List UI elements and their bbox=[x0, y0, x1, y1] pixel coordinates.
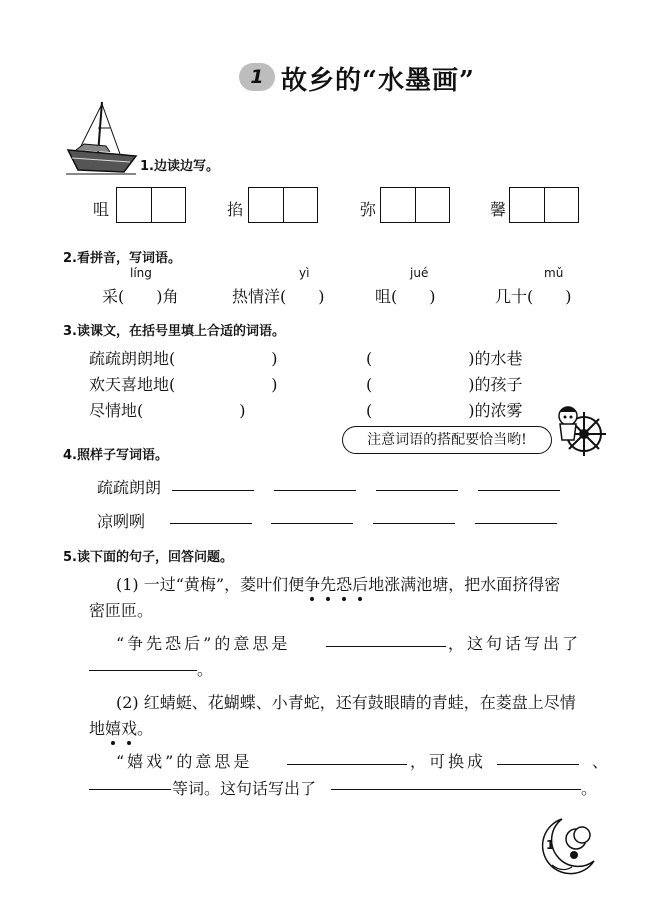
dotted-phrase bbox=[105, 719, 137, 738]
q3-left-item[interactable]: 尽情地( ) bbox=[89, 401, 246, 420]
q3-right-item[interactable]: ( )的水巷 bbox=[366, 349, 523, 368]
answer-line[interactable] bbox=[274, 490, 356, 491]
page-number: 1 bbox=[546, 838, 555, 852]
answer-line[interactable] bbox=[478, 490, 560, 491]
answer-line[interactable] bbox=[475, 523, 557, 524]
dotted-char: 嬉 bbox=[105, 716, 121, 739]
tip-bubble: 注意词语的搭配要恰当哟! bbox=[342, 426, 552, 454]
answer-line[interactable] bbox=[497, 764, 579, 765]
sentence-1-line-1 bbox=[116, 572, 560, 595]
q1-char: 弥 bbox=[360, 200, 377, 219]
answer-1-label-cont: ，这句话写出了 bbox=[448, 634, 582, 653]
q2-item[interactable]: 采( )角 bbox=[102, 287, 179, 306]
dotted-char: 后 bbox=[352, 572, 368, 595]
sentence-text: 。 bbox=[137, 719, 154, 738]
sentence-2-line-2 bbox=[89, 716, 153, 739]
answer-line[interactable] bbox=[89, 789, 171, 790]
q4-example: 疏疏朗朗 bbox=[97, 478, 162, 497]
sentence-1-line-2: 密匝匝。 bbox=[89, 601, 154, 620]
q1-char: 掐 bbox=[227, 200, 244, 219]
writing-box[interactable] bbox=[509, 187, 579, 223]
answer-line[interactable] bbox=[326, 646, 446, 647]
writing-box[interactable] bbox=[116, 187, 186, 223]
pinyin: jué bbox=[410, 266, 429, 280]
moon-mascot-illustration bbox=[532, 815, 598, 881]
pinyin: líng bbox=[130, 266, 152, 280]
dotted-char: 戏 bbox=[121, 716, 137, 739]
q4-heading: 4.照样子写词语。 bbox=[63, 448, 168, 463]
q5-heading: 5.读下面的句子，回答问题。 bbox=[63, 550, 233, 565]
pinyin: yì bbox=[299, 266, 310, 280]
answer-line[interactable] bbox=[89, 670, 197, 671]
q2-item[interactable]: 咀( ) bbox=[375, 287, 436, 306]
sentence-text: 地 bbox=[89, 719, 106, 738]
dotted-char: 恐 bbox=[336, 572, 352, 595]
lesson-number-badge: 1 bbox=[239, 63, 275, 91]
answer-2-label: “嬉戏”的意思是 bbox=[116, 752, 253, 771]
q2-item[interactable]: 几十( ) bbox=[495, 287, 572, 306]
writing-box[interactable] bbox=[380, 187, 450, 223]
dotted-char: 先 bbox=[320, 572, 336, 595]
sentence-text: 地涨满池塘，把水面挤得密 bbox=[368, 575, 561, 594]
answer-1-label: “争先恐后”的意思是 bbox=[116, 634, 291, 653]
answer-line[interactable] bbox=[373, 523, 455, 524]
period: 。 bbox=[197, 660, 214, 679]
writing-box[interactable] bbox=[248, 187, 318, 223]
pinyin: mǔ bbox=[544, 266, 564, 280]
boat-illustration bbox=[62, 98, 142, 178]
sentence-2-line-1: (2) 红蜻蜓、花蝴蝶、小青蛇，还有鼓眼睛的青蛙，在菱盘上尽情 bbox=[116, 693, 576, 712]
q2-heading: 2.看拼音，写词语。 bbox=[63, 251, 181, 266]
q1-char: 咀 bbox=[93, 200, 110, 219]
q4-example: 凉咧咧 bbox=[97, 512, 146, 531]
period: 。 bbox=[581, 779, 598, 798]
q1-heading: 1.边读边写。 bbox=[140, 159, 219, 174]
q1-char: 馨 bbox=[490, 200, 507, 219]
answer-line[interactable] bbox=[376, 490, 458, 491]
dotted-phrase bbox=[304, 575, 368, 594]
q3-left-item[interactable]: 疏疏朗朗地( ) bbox=[89, 349, 278, 368]
answer-2-label-line2: 等词。这句话写出了 bbox=[172, 779, 317, 798]
answer-line[interactable] bbox=[287, 764, 407, 765]
answer-line[interactable] bbox=[271, 523, 353, 524]
q2-item[interactable]: 热情洋( ) bbox=[232, 287, 325, 306]
answer-2-label-cont: ，可换成 bbox=[410, 752, 487, 771]
q3-right-item[interactable]: ( )的浓雾 bbox=[366, 401, 523, 420]
sailor-mascot-illustration bbox=[550, 400, 606, 456]
answer-line[interactable] bbox=[170, 523, 252, 524]
q3-left-item[interactable]: 欢天喜地地( ) bbox=[89, 375, 278, 394]
page-title: 故乡的“水墨画” bbox=[281, 66, 475, 96]
q3-heading: 3.读课文，在括号里填上合适的词语。 bbox=[63, 324, 285, 339]
q3-right-item[interactable]: ( )的孩子 bbox=[366, 375, 523, 394]
sentence-text: (1) 一过“黄梅”，菱叶们便 bbox=[116, 575, 305, 594]
answer-line[interactable] bbox=[172, 490, 254, 491]
comma: 、 bbox=[592, 752, 609, 771]
answer-line[interactable] bbox=[331, 789, 581, 790]
dotted-char: 争 bbox=[304, 572, 320, 595]
